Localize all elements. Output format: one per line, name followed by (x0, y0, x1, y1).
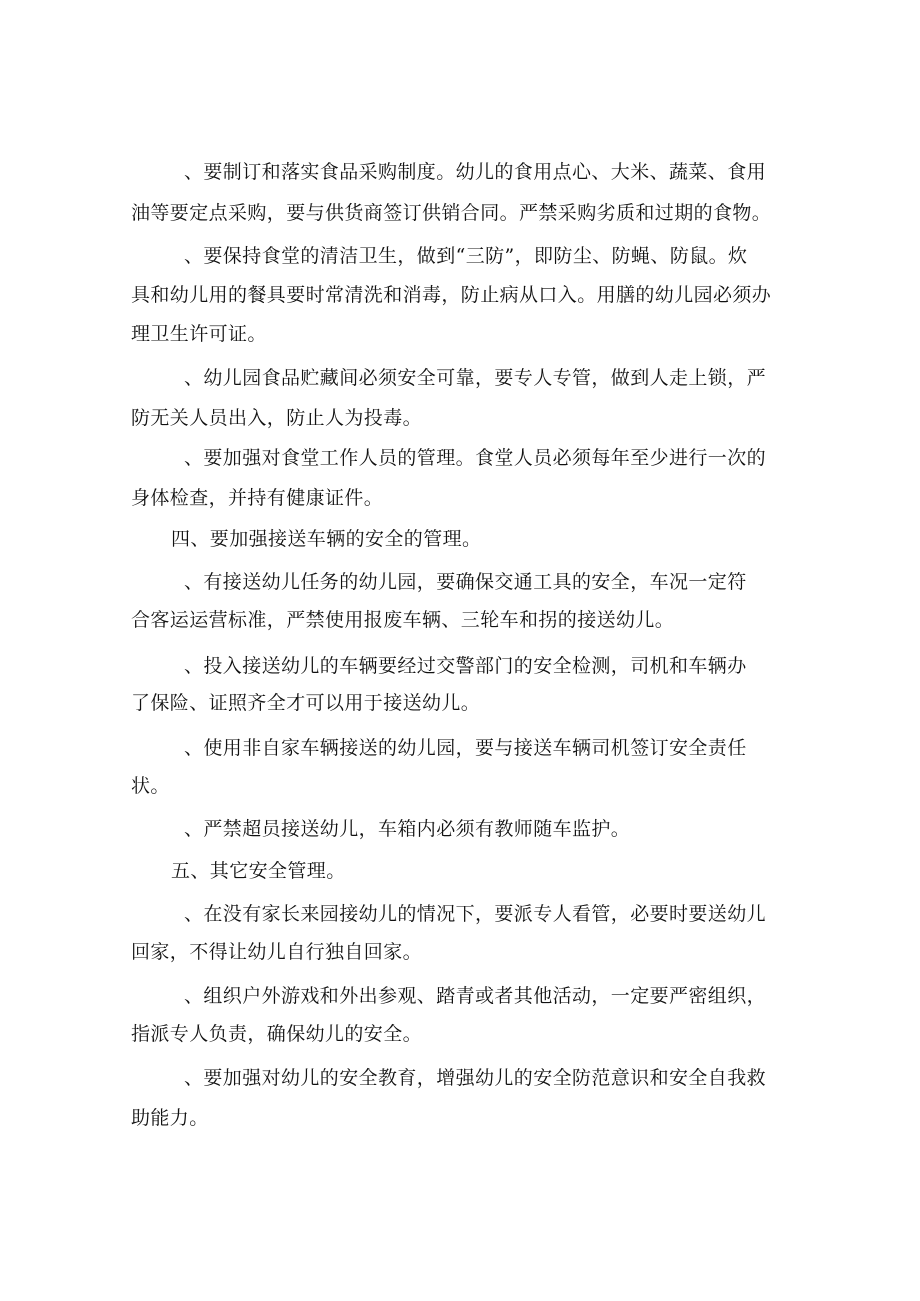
paragraph-9-line-2: 回家，不得让幼儿自行独自回家。 (131, 941, 423, 963)
paragraph-5-line-1: 、有接送幼儿任务的幼儿园，要确保交通工具的安全，车况一定符 (184, 571, 747, 593)
paragraph-7-line-1: 、使用非自家车辆接送的幼儿园，要与接送车辆司机签订安全责任 (184, 737, 747, 759)
section-heading-4: 四、要加强接送车辆的安全的管理。 (171, 528, 482, 550)
section-heading-5: 五、其它安全管理。 (171, 860, 346, 882)
paragraph-10-line-2: 指派专人负责，确保幼儿的安全。 (131, 1023, 423, 1045)
paragraph-8-line-1: 、严禁超员接送幼儿，车箱内必须有教师随车监护。 (184, 818, 631, 840)
paragraph-9-line-1: 、在没有家长来园接幼儿的情况下，要派专人看管，必要时要送幼儿 (184, 903, 767, 925)
paragraph-5-line-2: 合客运运营标准，严禁使用报废车辆、三轮车和拐的接送幼儿。 (131, 609, 675, 631)
paragraph-2-line-2: 具和幼儿用的餐具要时常清洗和消毒，防止病从口入。用膳的幼儿园必须办 (131, 284, 772, 306)
paragraph-4-line-2: 身体检查，并持有健康证件。 (131, 487, 384, 509)
paragraph-11-line-2: 助能力。 (131, 1107, 209, 1129)
paragraph-11-line-1: 、要加强对幼儿的安全教育，增强幼儿的安全防范意识和安全自我救 (184, 1067, 767, 1089)
paragraph-10-line-1: 、组织户外游戏和外出参观、踏青或者其他活动，一定要严密组织， (184, 985, 767, 1007)
paragraph-6-line-2: 了保险、证照齐全才可以用于接送幼儿。 (131, 692, 481, 714)
paragraph-6-line-1: 、投入接送幼儿的车辆要经过交警部门的安全检测，司机和车辆办 (184, 655, 747, 677)
paragraph-2-line-3: 理卫生许可证。 (131, 323, 267, 345)
paragraph-4-line-1: 、要加强对食堂工作人员的管理。食堂人员必须每年至少进行一次的 (184, 447, 767, 469)
paragraph-2-line-1: 、要保持食堂的清洁卫生，做到“三防”，即防尘、防蝇、防鼠。炊 (184, 245, 748, 267)
paragraph-1-line-2: 油等要定点采购，要与供货商签订供销合同。严禁采购劣质和过期的食物。 (131, 202, 772, 224)
paragraph-1-line-1: 、要制订和落实食品采购制度。幼儿的食用点心、大米、蔬菜、食用 (184, 161, 767, 183)
paragraph-7-line-2: 状。 (131, 775, 170, 797)
paragraph-3-line-1: 、幼儿园食品贮藏间必须安全可靠，要专人专管，做到人走上锁，严 (184, 367, 767, 389)
paragraph-3-line-2: 防无关人员出入，防止人为投毒。 (131, 407, 423, 429)
